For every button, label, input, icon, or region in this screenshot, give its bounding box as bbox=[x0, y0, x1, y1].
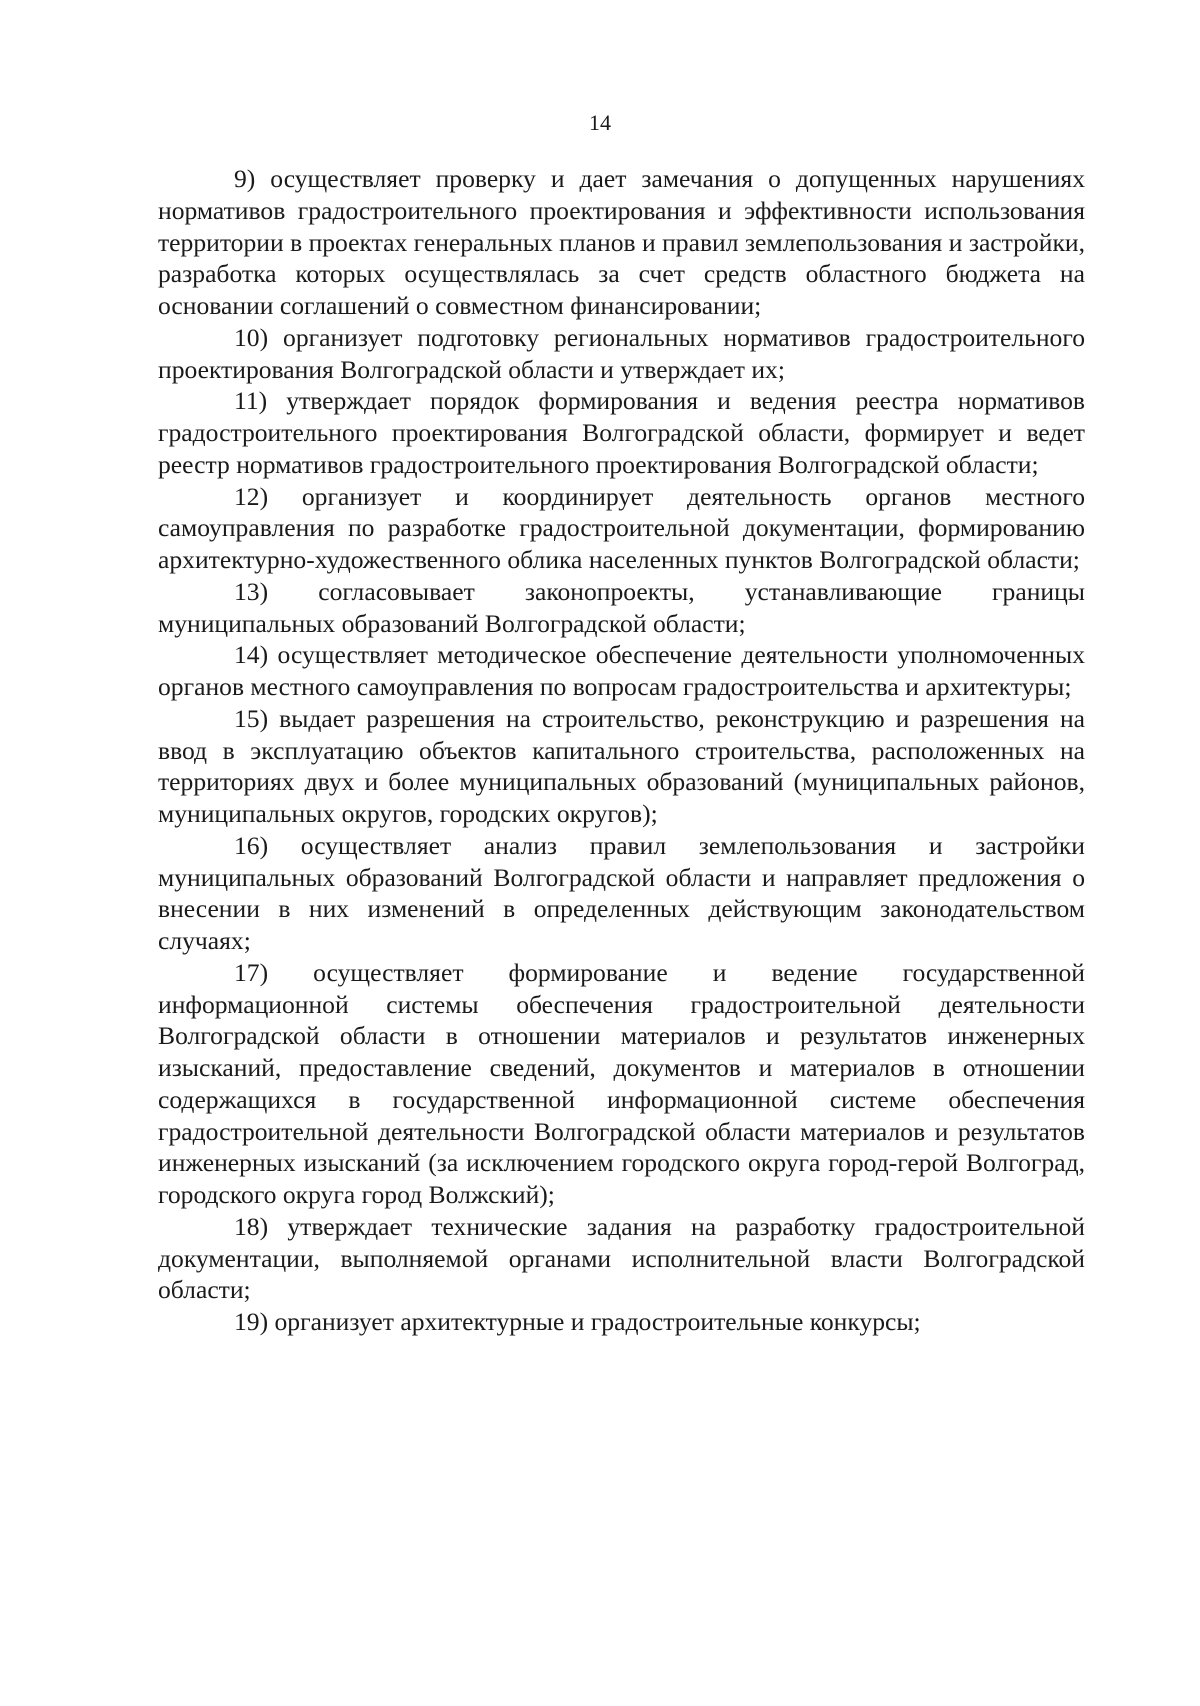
paragraph-item-11: 11) утверждает порядок формирования и ведения реестра нормативов градостроительного проектирования Волгоградской области, формирует и ведет реестр нормативов градостроительного проектирования Волгоградской области; bbox=[158, 386, 1085, 479]
page-number: 14 bbox=[589, 110, 611, 135]
paragraph-item-18: 18) утверждает технические задания на разработку градостроительной документации, выполняемой органами исполнительной власти Волгоградской области; bbox=[158, 1211, 1085, 1305]
paragraph-item-9: 9) осуществляет проверку и дает замечания о допущенных нарушениях нормативов градостроительного проектирования и эффективности использования территории в проектах генеральных планов и правил землепользования и застройки, разработка которых осуществлялась за счет средств областного бюджета на основании соглашений о совместном финансировании; bbox=[158, 164, 1085, 320]
paragraph-item-17: 17) осуществляет формирование и ведение государственной информационной системы обеспечения градостроительной деятельности Волгоградской области в отношении материалов и результатов инженерных изысканий, предоставление сведений, документов и материалов в отношении содержащихся в государственной информационной системе обеспечения градостроительной деятельности Волгоградской области материалов и результатов инженерных изысканий (за исключением городского округа город-герой Волгоград, городского округа город Волжский); bbox=[158, 957, 1085, 1209]
document-body bbox=[158, 163, 1085, 1338]
paragraph-item-12: 12) организует и координирует деятельность органов местного самоуправления по разработке градостроительной документации, формированию архитектурно-художественного облика населенных пунктов Волгоградской области; bbox=[158, 481, 1085, 574]
paragraph-item-10: 10) организует подготовку региональных нормативов градостроительного проектирования Волгоградской области и утверждает их; bbox=[158, 322, 1085, 384]
paragraph-item-13: 13) согласовывает законопроекты, устанавливающие границы муниципальных образований Волгоградской области; bbox=[158, 576, 1085, 638]
paragraph-item-16: 16) осуществляет анализ правил землепользования и застройки муниципальных образований Волгоградской области и направляет предложения о внесении в них изменений в определенных действующим законодательством случаях; bbox=[158, 830, 1085, 955]
paragraph-item-15: 15) выдает разрешения на строительство, реконструкцию и разрешения на ввод в эксплуатацию объектов капитального строительства, расположенных на территориях двух и более муниципальных образований (муниципальных районов, муниципальных округов, городских округов); bbox=[158, 703, 1085, 828]
paragraph-item-19: 19) организует архитектурные и градостроительные конкурсы; bbox=[234, 1307, 921, 1336]
paragraph-item-14: 14) осуществляет методическое обеспечение деятельности уполномоченных органов местного самоуправления по вопросам градостроительства и архитектуры; bbox=[158, 640, 1085, 701]
